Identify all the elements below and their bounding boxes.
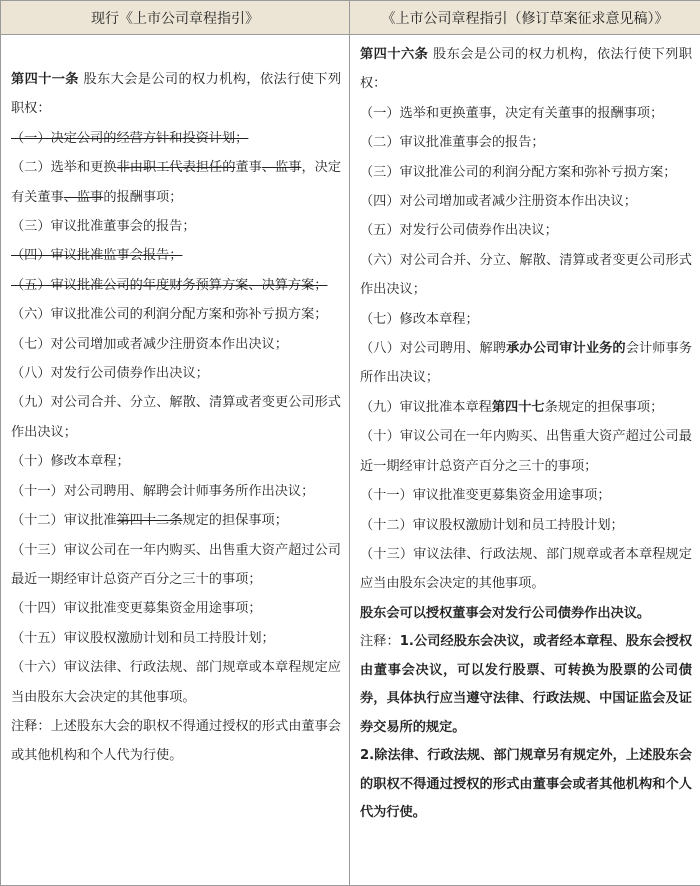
left-article-intro <box>11 65 341 124</box>
right-item-9: （九）审议批准本章程第四十七条规定的担保事项； <box>360 399 664 415</box>
left-item-12: （十二）审议批准第四十二条规定的担保事项； <box>11 513 288 529</box>
right-item-7: （七）修改本章程； <box>360 311 479 327</box>
revised-column <box>350 35 700 886</box>
right-note-label: 注释： <box>360 634 400 650</box>
right-item-2: （二）审议批准董事会的报告； <box>360 135 545 151</box>
right-item-11: （十一）审议批准变更募集资金用途事项； <box>360 488 611 504</box>
right-article-intro <box>360 40 692 99</box>
right-item-3: （三）审议批准公司的利润分配方案和弥补亏损方案； <box>360 164 677 180</box>
right-article-number: 第四十六条 <box>360 47 429 62</box>
left-item-11: （十一）对公司聘用、解聘会计师事务所作出决议； <box>11 483 315 499</box>
right-item-4: （四）对公司增加或者减少注册资本作出决议； <box>360 194 637 210</box>
header-current: 现行《上市公司章程指引》 <box>1 1 350 35</box>
left-item-16: （十六）审议法律、行政法规、部门规章或本章程规定应当由股东大会决定的其他事项。 <box>11 660 341 705</box>
right-article-text: 股东会是公司的权力机构，依法行使下列职权： <box>360 47 693 92</box>
right-note-1: 注释：1.公司经股东会决议，或者经本章程、股东会授权由董事会决议，可以发行股票、可转换为股票的公司债券，具体执行应当遵守法律、行政法规、中国证监会及证券交易所的规定。 <box>360 634 693 735</box>
left-item-7: （七）对公司增加或者减少注册资本作出决议； <box>11 336 288 352</box>
left-item-4: （四）审议批准监事会报告； <box>11 248 183 264</box>
left-item-2: （二）选举和更换非由职工代表担任的董事、监事，决定有关董事、监事的报酬事项； <box>11 160 342 205</box>
left-note: 注释：上述股东大会的职权不得通过授权的形式由董事会或其他机构和个人代为行使。 <box>11 718 341 764</box>
right-item-13: （十三）审议法律、行政法规、部门规章或者本章程规定应当由股东会决定的其他事项。 <box>360 546 692 592</box>
right-item-12: （十二）审议股权激励计划和员工持股计划； <box>360 517 624 533</box>
left-item-8: （八）对发行公司债券作出决议； <box>11 366 209 382</box>
header-row <box>1 1 700 35</box>
left-item-15: （十五）审议股权激励计划和员工持股计划； <box>11 630 275 646</box>
left-item-10: （十）修改本章程； <box>11 454 130 470</box>
right-item-1: （一）选举和更换董事，决定有关董事的报酬事项； <box>360 105 664 121</box>
right-item-6: （六）对公司合并、分立、解散、清算或者变更公司形式作出决议； <box>360 252 692 298</box>
left-item-1: （一）决定公司的经营方针和投资计划； <box>11 130 249 146</box>
left-item-5: （五）审议批准公司的年度财务预算方案、决算方案； <box>11 277 328 293</box>
left-article-text: 股东大会是公司的权力机构，依法行使下列职权： <box>11 72 342 117</box>
right-authorize: 股东会可以授权董事会对发行公司债券作出决议。 <box>360 605 651 621</box>
right-item-8: （八）对公司聘用、解聘承办公司审计业务的会计师事务所作出决议； <box>360 341 693 386</box>
left-item-6: （六）审议批准公司的利润分配方案和弥补亏损方案； <box>11 307 328 323</box>
current-column <box>1 35 350 886</box>
right-item-10: （十）审议公司在一年内购买、出售重大资产超过公司最近一期经审计总资产百分之三十的事项； <box>360 429 692 474</box>
left-item-3: （三）审议批准董事会的报告； <box>11 219 196 235</box>
header-revised: 《上市公司章程指引（修订草案征求意见稿）》 <box>350 1 700 35</box>
content-row <box>1 35 700 886</box>
right-note-2: 2.除法律、行政法规、部门规章另有规定外，上述股东会的职权不得通过授权的形式由董事会或者其他机构和个人代为行使。 <box>360 748 692 821</box>
right-item-5: （五）对发行公司债券作出决议； <box>360 223 558 239</box>
left-item-9: （九）对公司合并、分立、解散、清算或者变更公司形式作出决议； <box>11 395 341 440</box>
left-article-number: 第四十一条 <box>11 72 79 87</box>
left-item-14: （十四）审议批准变更募集资金用途事项； <box>11 601 262 617</box>
left-item-13: （十三）审议公司在一年内购买、出售重大资产超过公司最近一期经审计总资产百分之三十的事项； <box>11 542 341 587</box>
